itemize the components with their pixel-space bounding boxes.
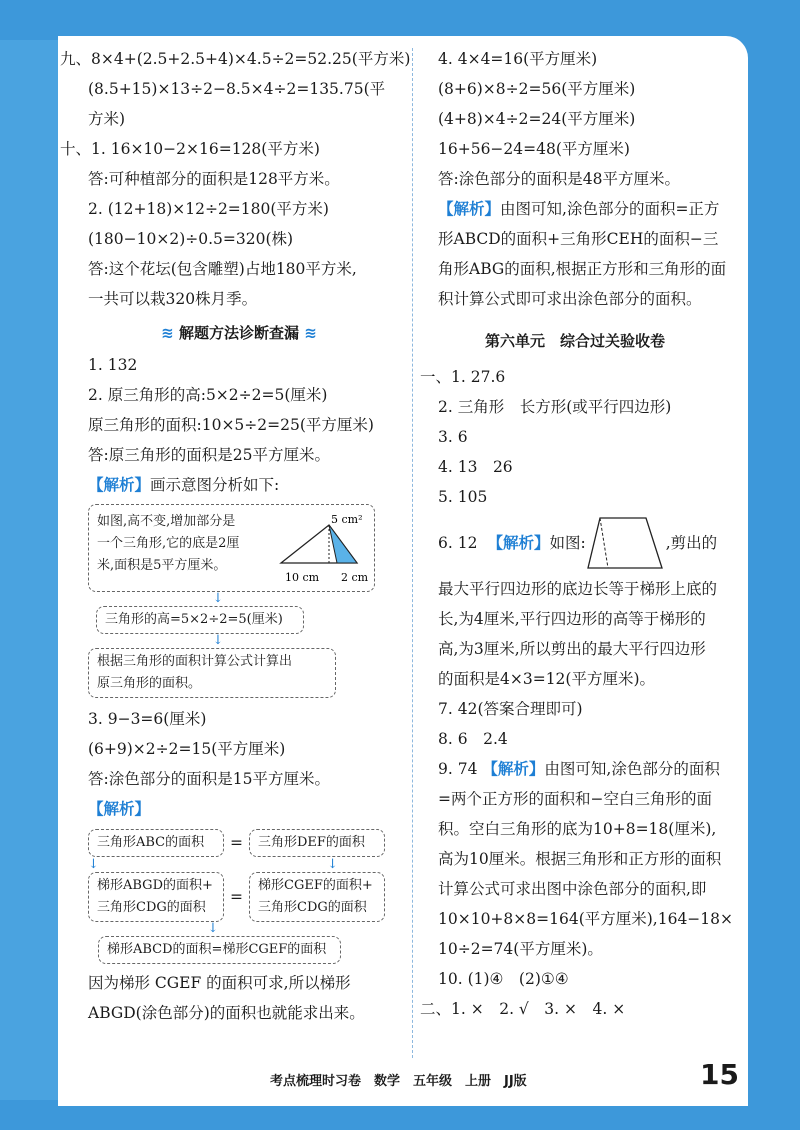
triangle-figure bbox=[277, 511, 372, 587]
cut-line bbox=[600, 518, 608, 568]
right-column bbox=[420, 44, 734, 1024]
base-label: 10 cm bbox=[285, 571, 320, 584]
item-line: 一、1. 27.6 bbox=[420, 368, 506, 386]
analysis-tag: 【解析】 bbox=[487, 534, 550, 552]
q10-line: 十、1. 16×10−2×16=128(平方米) bbox=[60, 140, 320, 158]
base-label: 2 cm bbox=[341, 571, 369, 584]
q6-mid: 如图: bbox=[549, 534, 586, 552]
column-divider bbox=[412, 48, 413, 1058]
footer: 考点梳理时习卷 数学 五年级 上册 JJ版 bbox=[270, 1074, 527, 1089]
q10-line: 答:可种植部分的面积是128平方米。 bbox=[88, 170, 340, 188]
equals-sign: = bbox=[230, 834, 243, 852]
down-arrow-icon: ↓ bbox=[212, 591, 224, 606]
analysis-tag: 【解析】 bbox=[482, 760, 545, 778]
q9-text: 由图可知,涂色部分的面积 bbox=[544, 760, 720, 778]
q9-text: 10÷2=74(平方厘米)。 bbox=[438, 940, 603, 958]
q9-line: 方米) bbox=[88, 110, 126, 128]
diag-item: 答:涂色部分的面积是15平方厘米。 bbox=[88, 770, 330, 788]
part2-line: 二、1. × 2. √ 3. × 4. × bbox=[420, 1000, 626, 1018]
answer-line: 16+56−24=48(平方厘米) bbox=[438, 140, 630, 158]
analysis-tag: 【解析】 bbox=[88, 476, 151, 494]
down-arrow-icon: ↓ bbox=[327, 857, 338, 872]
equals-sign: = bbox=[230, 888, 243, 906]
analysis-intro: 画示意图分析如下: bbox=[150, 476, 280, 494]
q9-text: 高为10厘米。根据三角形和正方形的面积 bbox=[438, 850, 722, 868]
conclusion-line: ABGD(涂色部分)的面积也就能求出来。 bbox=[88, 1004, 365, 1022]
analysis-text: 积计算公式即可求出涂色部分的面积。 bbox=[438, 290, 702, 308]
unit-title: 第六单元 综合过关验收卷 bbox=[484, 332, 665, 350]
diag-item: 1. 132 bbox=[88, 356, 138, 374]
section-title: 解题方法诊断查漏 bbox=[178, 324, 299, 342]
flow-text: 根据三角形的面积计算公式计算出 bbox=[97, 654, 293, 669]
figure-box bbox=[88, 504, 375, 592]
analysis-text: 角形ABG的面积,根据正方形和三角形的面 bbox=[438, 260, 727, 278]
diag-item: (6+9)×2÷2=15(平方厘米) bbox=[88, 740, 286, 758]
flow-box bbox=[88, 872, 224, 922]
q9-text: 计算公式可求出图中涂色部分的面积,即 bbox=[438, 880, 707, 898]
flow-box: 梯形ABCD的面积=梯形CGEF的面积 bbox=[98, 936, 341, 964]
answer-line: (4+8)×4÷2=24(平方厘米) bbox=[438, 110, 636, 128]
shaded-triangle bbox=[329, 525, 357, 563]
section-heading bbox=[88, 318, 390, 348]
q9-head: 9. 74 bbox=[438, 760, 478, 778]
wave-icon: ≋ bbox=[304, 324, 317, 342]
fig-text: 米,面积是5平方厘米。 bbox=[97, 558, 227, 573]
q10-line: (180−10×2)÷0.5=320(株) bbox=[88, 230, 294, 248]
diag-item: 2. 原三角形的高:5×2÷2=5(厘米) bbox=[88, 386, 328, 404]
fig-text: 一个三角形,它的底是2厘 bbox=[97, 536, 240, 551]
down-arrow-icon: ↓ bbox=[207, 921, 219, 936]
analysis-text: 形ABCD的面积+三角形CEH的面积−三 bbox=[438, 230, 719, 248]
down-arrow-icon: ↓ bbox=[212, 633, 224, 648]
analysis-tag: 【解析】 bbox=[88, 800, 151, 818]
flow-row bbox=[88, 872, 390, 922]
item-line: 4. 13 26 bbox=[438, 458, 513, 476]
q9-text: =两个正方形的面积和−空白三角形的面 bbox=[438, 790, 712, 808]
diag-item: 答:原三角形的面积是25平方厘米。 bbox=[88, 446, 330, 464]
item-line: 7. 42(答案合理即可) bbox=[438, 700, 583, 718]
diag-item: 原三角形的面积:10×5÷2=25(平方厘米) bbox=[88, 416, 374, 434]
item-line: 8. 6 2.4 bbox=[438, 730, 508, 748]
flow-box: 三角形DEF的面积 bbox=[249, 829, 385, 857]
q10-line: 2. (12+18)×12÷2=180(平方米) bbox=[88, 200, 329, 218]
arrow-row bbox=[88, 858, 338, 872]
flow-box bbox=[249, 872, 385, 922]
q6-head: 6. 12 bbox=[438, 534, 478, 552]
answer-line: 答:涂色部分的面积是48平方厘米。 bbox=[438, 170, 680, 188]
q6-tail: ,剪出的 bbox=[665, 534, 718, 552]
down-arrow-icon: ↓ bbox=[88, 857, 99, 872]
q6-text: 的面积是4×3=12(平方厘米)。 bbox=[438, 670, 656, 688]
wave-icon: ≋ bbox=[161, 324, 174, 342]
answer-line: (8+6)×8÷2=56(平方厘米) bbox=[438, 80, 636, 98]
item-line: 5. 105 bbox=[438, 488, 488, 506]
trapezoid-shape bbox=[588, 518, 662, 568]
q9-line: 九、8×4+(2.5+2.5+4)×4.5÷2=52.25(平方米) bbox=[60, 50, 411, 68]
flow-text: 梯形CGEF的面积+ bbox=[258, 878, 373, 893]
trapezoid-figure bbox=[586, 514, 666, 572]
q6-text: 长,为4厘米,平行四边形的高等于梯形的 bbox=[438, 610, 706, 628]
q10-line: 一共可以栽320株月季。 bbox=[88, 290, 258, 308]
item-line: 10. (1)④ (2)①④ bbox=[438, 970, 569, 988]
answer-line: 4. 4×4=16(平方厘米) bbox=[438, 50, 598, 68]
flow-box: 三角形ABC的面积 bbox=[88, 829, 224, 857]
flow-text: 原三角形的面积。 bbox=[97, 676, 202, 691]
q6-text: 高,为3厘米,所以剪出的最大平行四边形 bbox=[438, 640, 706, 658]
flow-text: 三角形CDG的面积 bbox=[258, 900, 367, 915]
q6-text: 最大平行四边形的底边长等于梯形上底的 bbox=[438, 580, 718, 598]
diag-item: 3. 9−3=6(厘米) bbox=[88, 710, 207, 728]
area-label: 5 cm² bbox=[331, 513, 363, 526]
item-line: 3. 6 bbox=[438, 428, 468, 446]
flow-text: 梯形ABGD的面积+ bbox=[97, 878, 213, 893]
q9-text: 积。空白三角形的底为10+8=18(厘米), bbox=[438, 820, 717, 838]
flow-row bbox=[88, 828, 390, 858]
item-line: 2. 三角形 长方形(或平行四边形) bbox=[438, 398, 672, 416]
flow-box: 三角形的高=5×2÷2=5(厘米) bbox=[96, 606, 304, 634]
left-column bbox=[60, 44, 411, 1028]
q10-line: 答:这个花坛(包含雕塑)占地180平方米, bbox=[88, 260, 357, 278]
conclusion-line: 因为梯形 CGEF 的面积可求,所以梯形 bbox=[88, 974, 351, 992]
flow-box bbox=[88, 648, 336, 698]
analysis-tag: 【解析】 bbox=[438, 200, 501, 218]
frame-top bbox=[0, 0, 800, 40]
q6-line bbox=[438, 512, 730, 574]
flow-text: 三角形CDG的面积 bbox=[97, 900, 206, 915]
page-number: 15 bbox=[700, 1058, 739, 1091]
fig-text: 如图,高不变,增加部分是 bbox=[97, 514, 236, 529]
analysis-text: 由图可知,涂色部分的面积=正方 bbox=[500, 200, 720, 218]
q9-line: (8.5+15)×13÷2−8.5×4÷2=135.75(平 bbox=[88, 80, 386, 98]
q9-text: 10×10+8×8=164(平方厘米),164−18× bbox=[438, 910, 734, 928]
